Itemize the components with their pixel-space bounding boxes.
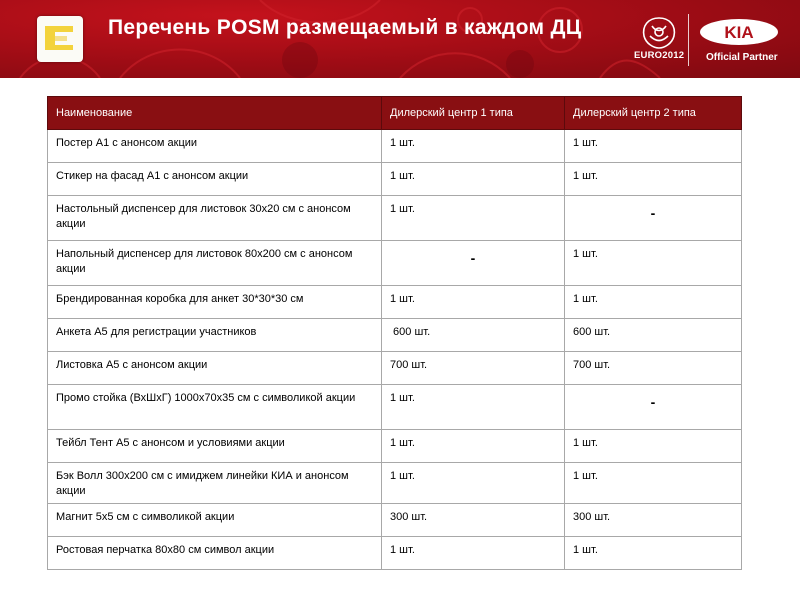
kia-logo-text: KIA bbox=[724, 23, 754, 42]
dc2-quantity: 1 шт. bbox=[565, 130, 742, 163]
table-row bbox=[48, 537, 742, 570]
table-row bbox=[48, 163, 742, 196]
table-header-row bbox=[48, 97, 742, 130]
dc2-quantity: 300 шт. bbox=[565, 504, 742, 537]
kia-logo-icon bbox=[698, 17, 780, 47]
table-row bbox=[48, 319, 742, 352]
dc1-quantity: 300 шт. bbox=[382, 504, 565, 537]
item-name: Брендированная коробка для анкет 30*30*30 см bbox=[48, 286, 382, 319]
dc2-quantity: 1 шт. bbox=[565, 286, 742, 319]
page-title: Перечень POSM размещаемый в каждом ДЦ bbox=[108, 16, 582, 39]
table-row bbox=[48, 352, 742, 385]
dc2-quantity: 1 шт. bbox=[565, 537, 742, 570]
dc1-quantity: 600 шт. bbox=[382, 319, 565, 352]
table-row bbox=[48, 196, 742, 241]
item-name: Постер А1 с анонсом акции bbox=[48, 130, 382, 163]
dc1-quantity: 1 шт. bbox=[382, 537, 565, 570]
item-name: Стикер на фасад А1 с анонсом акции bbox=[48, 163, 382, 196]
dc2-quantity: 1 шт. bbox=[565, 463, 742, 504]
table-row bbox=[48, 130, 742, 163]
dc2-quantity: 700 шт. bbox=[565, 352, 742, 385]
column-header-dc2: Дилерский центр 2 типа bbox=[565, 97, 742, 130]
header-divider bbox=[688, 14, 689, 66]
header-banner bbox=[0, 0, 800, 78]
table-row bbox=[48, 286, 742, 319]
table-row bbox=[48, 504, 742, 537]
dc1-quantity: 1 шт. bbox=[382, 286, 565, 319]
dc1-quantity: 1 шт. bbox=[382, 130, 565, 163]
dc1-quantity: 1 шт. bbox=[382, 163, 565, 196]
table-row bbox=[48, 430, 742, 463]
company-logo bbox=[37, 16, 83, 62]
dc1-quantity: 1 шт. bbox=[382, 463, 565, 504]
item-name: Настольный диспенсер для листовок 30х20 см с анонсом акции bbox=[48, 196, 382, 241]
dc1-quantity: - bbox=[382, 241, 565, 286]
table-row bbox=[48, 385, 742, 430]
dc2-quantity: 600 шт. bbox=[565, 319, 742, 352]
dc1-quantity: 1 шт. bbox=[382, 196, 565, 241]
item-name: Магнит 5х5 см с символикой акции bbox=[48, 504, 382, 537]
item-name: Промо стойка (ВхШхГ) 1000х70х35 см с символикой акции bbox=[48, 385, 382, 430]
item-name: Анкета А5 для регистрации участников bbox=[48, 319, 382, 352]
dc2-quantity: - bbox=[565, 385, 742, 430]
item-name: Тейбл Тент А5 с анонсом и условиями акции bbox=[48, 430, 382, 463]
euro2012-label: EURO2012 bbox=[634, 50, 685, 61]
dc2-quantity: 1 шт. bbox=[565, 430, 742, 463]
item-name: Листовка А5 с анонсом акции bbox=[48, 352, 382, 385]
column-header-name: Наименование bbox=[48, 97, 382, 130]
column-header-dc1: Дилерский центр 1 типа bbox=[382, 97, 565, 130]
dc2-quantity: 1 шт. bbox=[565, 241, 742, 286]
dc1-quantity: 1 шт. bbox=[382, 430, 565, 463]
dc2-quantity: - bbox=[565, 196, 742, 241]
item-name: Ростовая перчатка 80х80 см символ акции bbox=[48, 537, 382, 570]
table-row bbox=[48, 241, 742, 286]
item-name: Бэк Волл 300х200 см с имиджем линейки КИА и анонсом акции bbox=[48, 463, 382, 504]
euro2012-emblem-icon bbox=[632, 14, 686, 72]
official-partner-label: Official Partner bbox=[706, 52, 778, 63]
item-name: Напольный диспенсер для листовок 80х200 см с анонсом акции bbox=[48, 241, 382, 286]
dc2-quantity: 1 шт. bbox=[565, 163, 742, 196]
table-row bbox=[48, 463, 742, 504]
posm-table bbox=[47, 96, 742, 570]
dc1-quantity: 700 шт. bbox=[382, 352, 565, 385]
dc1-quantity: 1 шт. bbox=[382, 385, 565, 430]
